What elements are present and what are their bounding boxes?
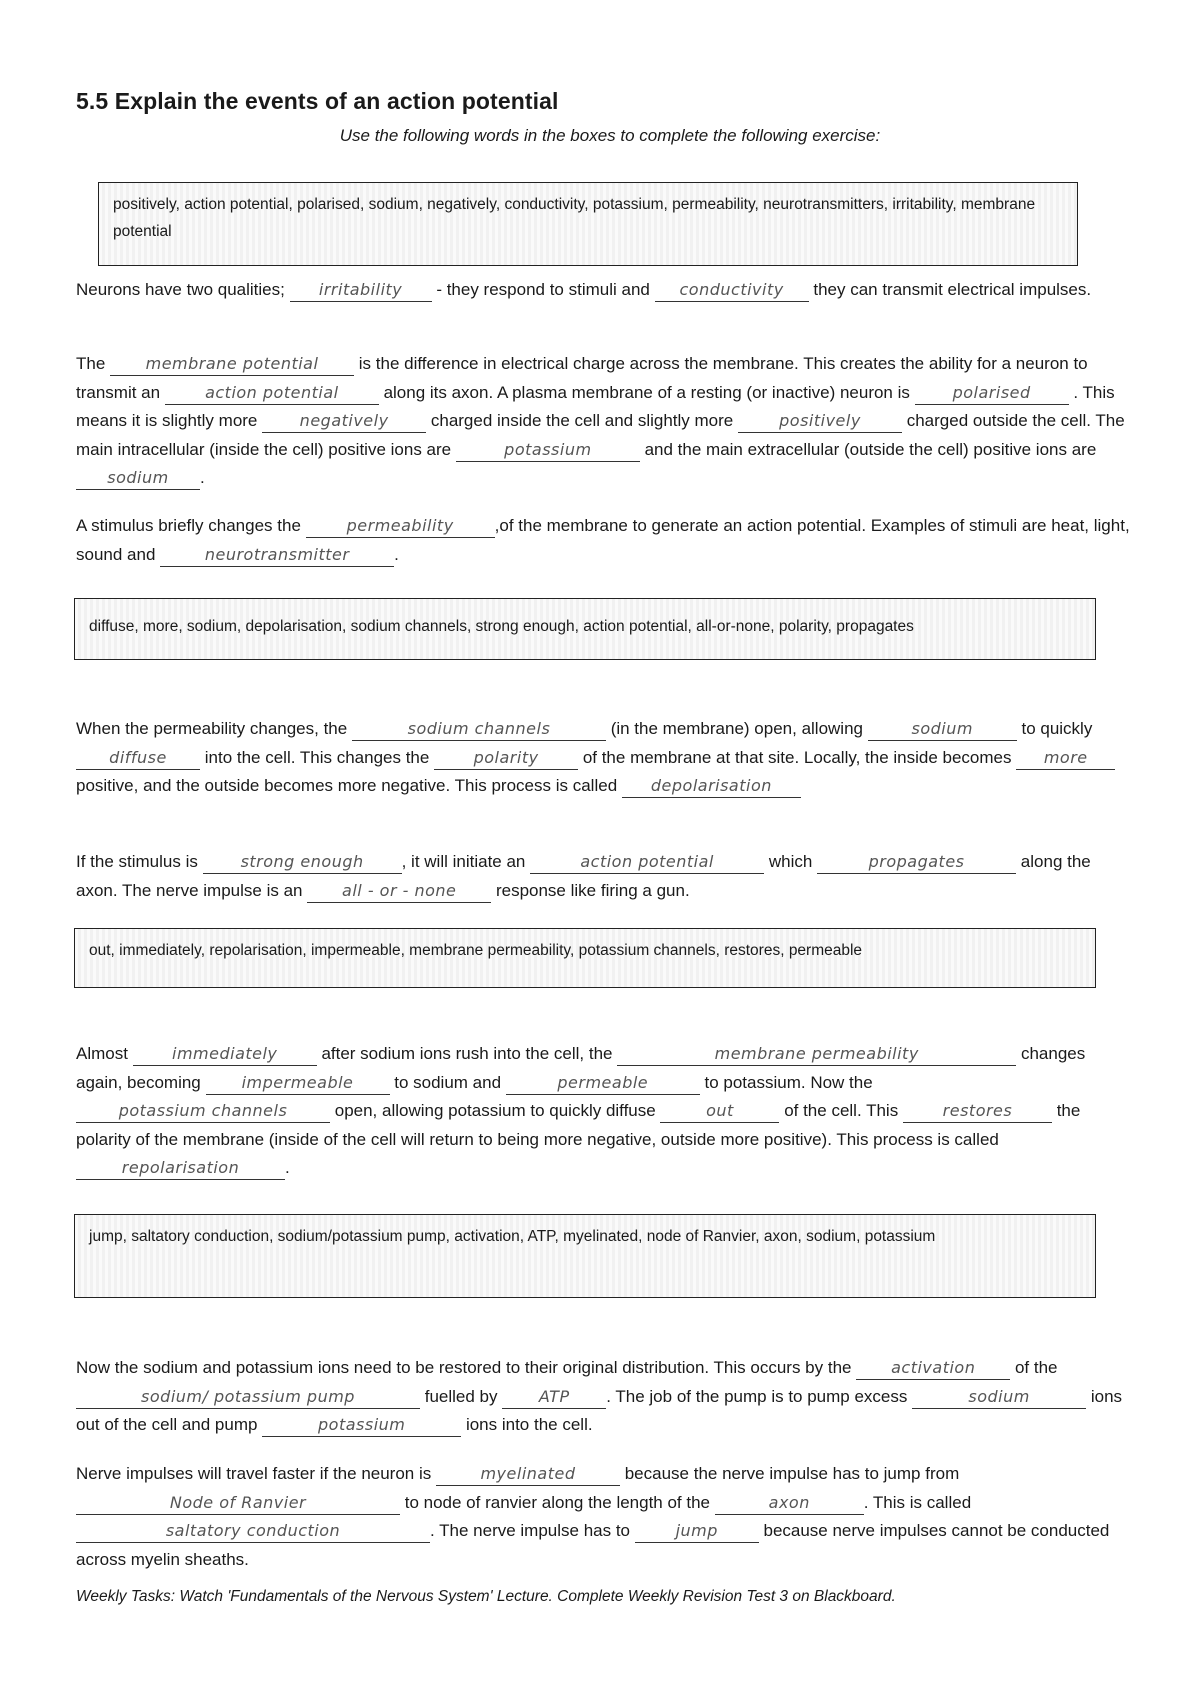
answer-blank[interactable]: potassium (456, 439, 640, 462)
text: Neurons have two qualities; (76, 280, 285, 299)
text: , it will initiate an (401, 852, 526, 871)
instructions: Use the following words in the boxes to complete the following exercise: (339, 126, 881, 145)
text: the polarity of the membrane (inside of the cell will return to being more negative, outside more positive). This process is called (76, 1101, 1081, 1149)
text: is the difference in electrical charge across the membrane. This creates the ability for a neuron to transmit an (76, 354, 1088, 402)
text: of the membrane at that site. Locally, the inside becomes (582, 747, 1012, 767)
text: . (285, 1158, 290, 1177)
text: and the main extracellular (outside the cell) positive ions are (644, 439, 1097, 459)
text: . This means it is slightly more (76, 382, 1115, 430)
text: - they respond to stimuli and (436, 280, 650, 299)
answer-blank[interactable]: ATP (502, 1386, 606, 1409)
text: along its axon. A plasma membrane of a resting (or inactive) neuron is (383, 382, 910, 402)
text: open, allowing potassium to quickly diffuse (334, 1101, 656, 1120)
text: response like firing a gun. (495, 880, 690, 900)
text: changes again, becoming (76, 1044, 1086, 1092)
text: fuelled by (424, 1386, 498, 1406)
answer-blank[interactable]: sodium (868, 718, 1017, 741)
text: which (768, 852, 813, 871)
text: to quickly (1021, 719, 1093, 738)
text: after sodium ions rush into the cell, the (321, 1044, 613, 1063)
answer-blank[interactable]: potassium (262, 1414, 461, 1437)
answer-blank[interactable]: sodium (76, 467, 200, 490)
text: to sodium and (394, 1072, 502, 1092)
answer-blank[interactable]: sodium channels (352, 718, 606, 741)
text: charged outside the cell. The main intracellular (inside the cell) positive ions are (76, 411, 1125, 459)
answer-blank[interactable]: out (660, 1100, 779, 1123)
answer-blank[interactable]: permeable (506, 1072, 700, 1095)
paragraph-neuron-qualities (76, 276, 1131, 305)
answer-blank[interactable]: repolarisation (76, 1157, 285, 1180)
text: into the cell. This changes the (204, 747, 430, 767)
answer-blank[interactable]: restores (903, 1100, 1052, 1123)
text: If the stimulus is (76, 852, 198, 871)
text: because the nerve impulse has to jump from (624, 1464, 960, 1483)
answer-blank[interactable]: potassium channels (76, 1100, 330, 1123)
text: they can transmit electrical impulses. (813, 280, 1092, 299)
word-bank-3: out, immediately, repolarisation, impermeable, membrane permeability, potassium channels, restores, permeable (74, 928, 1096, 988)
text: Nerve impulses will travel faster if the neuron is (76, 1464, 432, 1483)
text: ,of the membrane to generate an action potential. Examples of stimuli are heat, light, sound and (76, 516, 1130, 564)
paragraph-stimulus (76, 512, 1131, 569)
text: to potassium. Now the (704, 1072, 873, 1092)
answer-blank[interactable]: permeability (306, 515, 495, 538)
text: A stimulus briefly changes the (76, 516, 301, 535)
answer-blank[interactable]: diffuse (76, 747, 200, 770)
paragraph-saltatory-conduction (76, 1460, 1131, 1574)
answer-blank[interactable]: neurotransmitter (160, 544, 394, 567)
paragraph-sodium-potassium-pump (76, 1354, 1131, 1440)
answer-blank[interactable]: polarised (915, 382, 1069, 405)
text: . The job of the pump is to pump excess (606, 1386, 908, 1406)
answer-blank[interactable]: jump (635, 1520, 759, 1543)
answer-blank[interactable]: saltatory conduction (76, 1520, 430, 1543)
paragraph-depolarisation (76, 715, 1131, 801)
text: of the cell. This (784, 1101, 899, 1120)
text: Now the sodium and potassium ions need to be restored to their original distribution. This occurs by the (76, 1358, 852, 1377)
answer-blank[interactable]: immediately (133, 1043, 317, 1066)
answer-blank[interactable]: sodium/ potassium pump (76, 1386, 420, 1409)
answer-blank[interactable]: myelinated (436, 1463, 620, 1486)
paragraph-repolarisation (76, 1040, 1131, 1183)
word-bank-2: diffuse, more, sodium, depolarisation, sodium channels, strong enough, action potential, all-or-none, polarity, propagates (74, 598, 1096, 660)
text: charged inside the cell and slightly more (430, 411, 734, 430)
paragraph-membrane-potential (76, 350, 1131, 493)
answer-blank[interactable]: action potential (530, 851, 764, 874)
answer-blank[interactable]: axon (715, 1492, 864, 1515)
answer-blank[interactable]: Node of Ranvier (76, 1492, 400, 1515)
word-bank-1: positively, action potential, polarised, sodium, negatively, conductivity, potassium, permeability, neurotransmitters, irritability, membrane potential (98, 182, 1078, 266)
answer-blank[interactable]: membrane potential (110, 353, 354, 376)
word-bank-4: jump, saltatory conduction, sodium/potassium pump, activation, ATP, myelinated, node of Ranvier, axon, sodium, potassium (74, 1214, 1096, 1298)
answer-blank[interactable]: irritability (290, 279, 432, 302)
text: . The nerve impulse has to (430, 1521, 631, 1540)
answer-blank[interactable]: conductivity (655, 279, 809, 302)
answer-blank[interactable]: activation (856, 1357, 1010, 1380)
text: ions out of the cell and pump (76, 1386, 1123, 1434)
text: The (76, 354, 106, 373)
answer-blank[interactable]: strong enough (203, 851, 402, 874)
text: . (200, 468, 205, 487)
answer-blank[interactable]: positively (738, 410, 902, 433)
text: (in the membrane) open, allowing (610, 719, 863, 738)
answer-blank[interactable]: depolarisation (622, 775, 801, 798)
text: positive, and the outside becomes more negative. This process is called (76, 776, 618, 795)
paragraph-all-or-none (76, 848, 1131, 905)
worksheet-title: 5.5 Explain the events of an action potential (76, 88, 559, 114)
answer-blank[interactable]: impermeable (206, 1072, 390, 1095)
answer-blank[interactable]: action potential (165, 382, 379, 405)
text: Almost (76, 1044, 128, 1063)
answer-blank[interactable]: membrane permeability (617, 1043, 1016, 1066)
answer-blank[interactable]: propagates (817, 851, 1016, 874)
text: of the (1014, 1358, 1058, 1377)
text: along the axon. The nerve impulse is an (76, 852, 1091, 900)
text: ions into the cell. (465, 1415, 593, 1434)
answer-blank[interactable]: negatively (262, 410, 426, 433)
text: . (394, 544, 399, 564)
answer-blank[interactable]: more (1016, 747, 1115, 770)
text: to node of ranvier along the length of the (404, 1492, 711, 1512)
text: . This is called (863, 1492, 972, 1512)
text: When the permeability changes, the (76, 719, 348, 738)
answer-blank[interactable]: polarity (434, 747, 578, 770)
text: because nerve impulses cannot be conducted across myelin sheaths. (76, 1521, 1110, 1569)
weekly-tasks-footer: Weekly Tasks: Watch 'Fundamentals of the Nervous System' Lecture. Complete Weekly Revision Test 3 on Blackboard. (76, 1588, 896, 1605)
answer-blank[interactable]: sodium (912, 1386, 1086, 1409)
answer-blank[interactable]: all - or - none (307, 880, 491, 903)
